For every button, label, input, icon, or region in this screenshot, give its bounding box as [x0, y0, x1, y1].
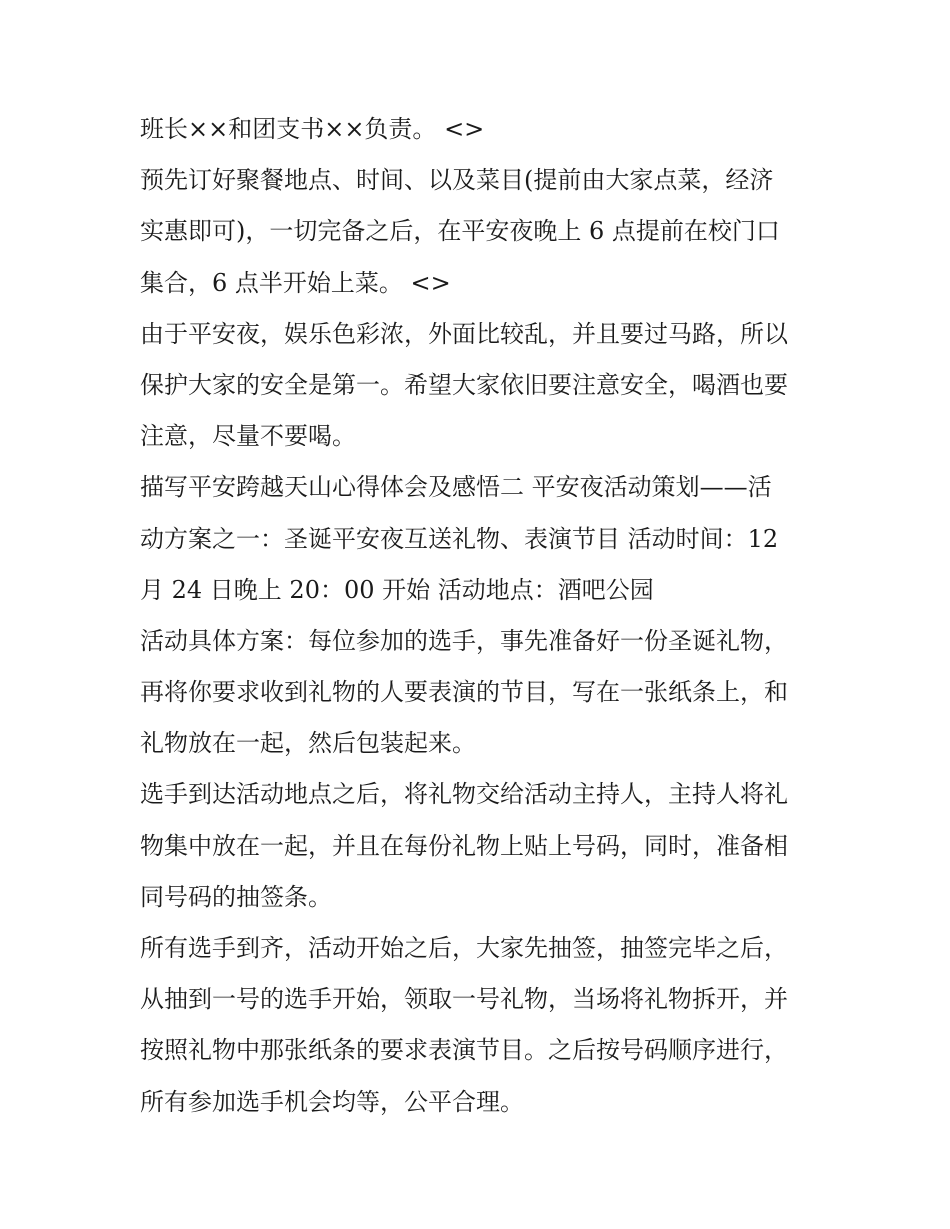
document-body — [140, 104, 820, 1128]
text-line: 班长××和团支书××负责。 <> — [140, 115, 485, 143]
text-line: 所有选手到齐，活动开始之后，大家先抽签，抽签完毕之后， — [140, 934, 788, 962]
text-line: 动方案之一：圣诞平安夜互送礼物、表演节目 活动时间：12 — [140, 524, 779, 553]
text-line: 按照礼物中那张纸条的要求表演节目。之后按号码顺序进行， — [140, 1036, 788, 1065]
text-line: 保护大家的安全是第一。希望大家依旧要注意安全，喝酒也要 — [140, 370, 788, 399]
text-line: 由于平安夜，娱乐色彩浓，外面比较乱，并且要过马路，所以 — [140, 319, 788, 348]
text-line: 集合，6 点半开始上菜。 <> — [140, 268, 451, 297]
text-line: 同号码的抽签条。 — [140, 882, 332, 911]
text-line: 实惠即可)，一切完备之后，在平安夜晚上 6 点提前在校门口 — [140, 217, 780, 246]
text-line: 礼物放在一起，然后包装起来。 — [140, 729, 476, 758]
text-line: 活动具体方案：每位参加的选手，事先准备好一份圣诞礼物， — [140, 626, 788, 655]
text-line: 再将你要求收到礼物的人要表演的节目，写在一张纸条上，和 — [140, 678, 788, 707]
text-line: 月 24 日晚上 20：00 开始 活动地点：酒吧公园 — [140, 575, 654, 604]
text-line: 从抽到一号的选手开始，领取一号礼物，当场将礼物拆开，并 — [140, 985, 788, 1014]
text-line: 注意，尽量不要喝。 — [140, 422, 356, 451]
text-line: 物集中放在一起，并且在每份礼物上贴上号码，同时，准备相 — [140, 831, 788, 860]
text-line: 选手到达活动地点之后，将礼物交给活动主持人，主持人将礼 — [140, 780, 788, 809]
text-line: 预先订好聚餐地点、时间、以及菜目(提前由大家点菜，经济 — [140, 166, 774, 195]
text-line: 描写平安跨越天山心得体会及感悟二 平安夜活动策划——活 — [140, 473, 772, 502]
text-line: 所有参加选手机会均等，公平合理。 — [140, 1087, 524, 1116]
